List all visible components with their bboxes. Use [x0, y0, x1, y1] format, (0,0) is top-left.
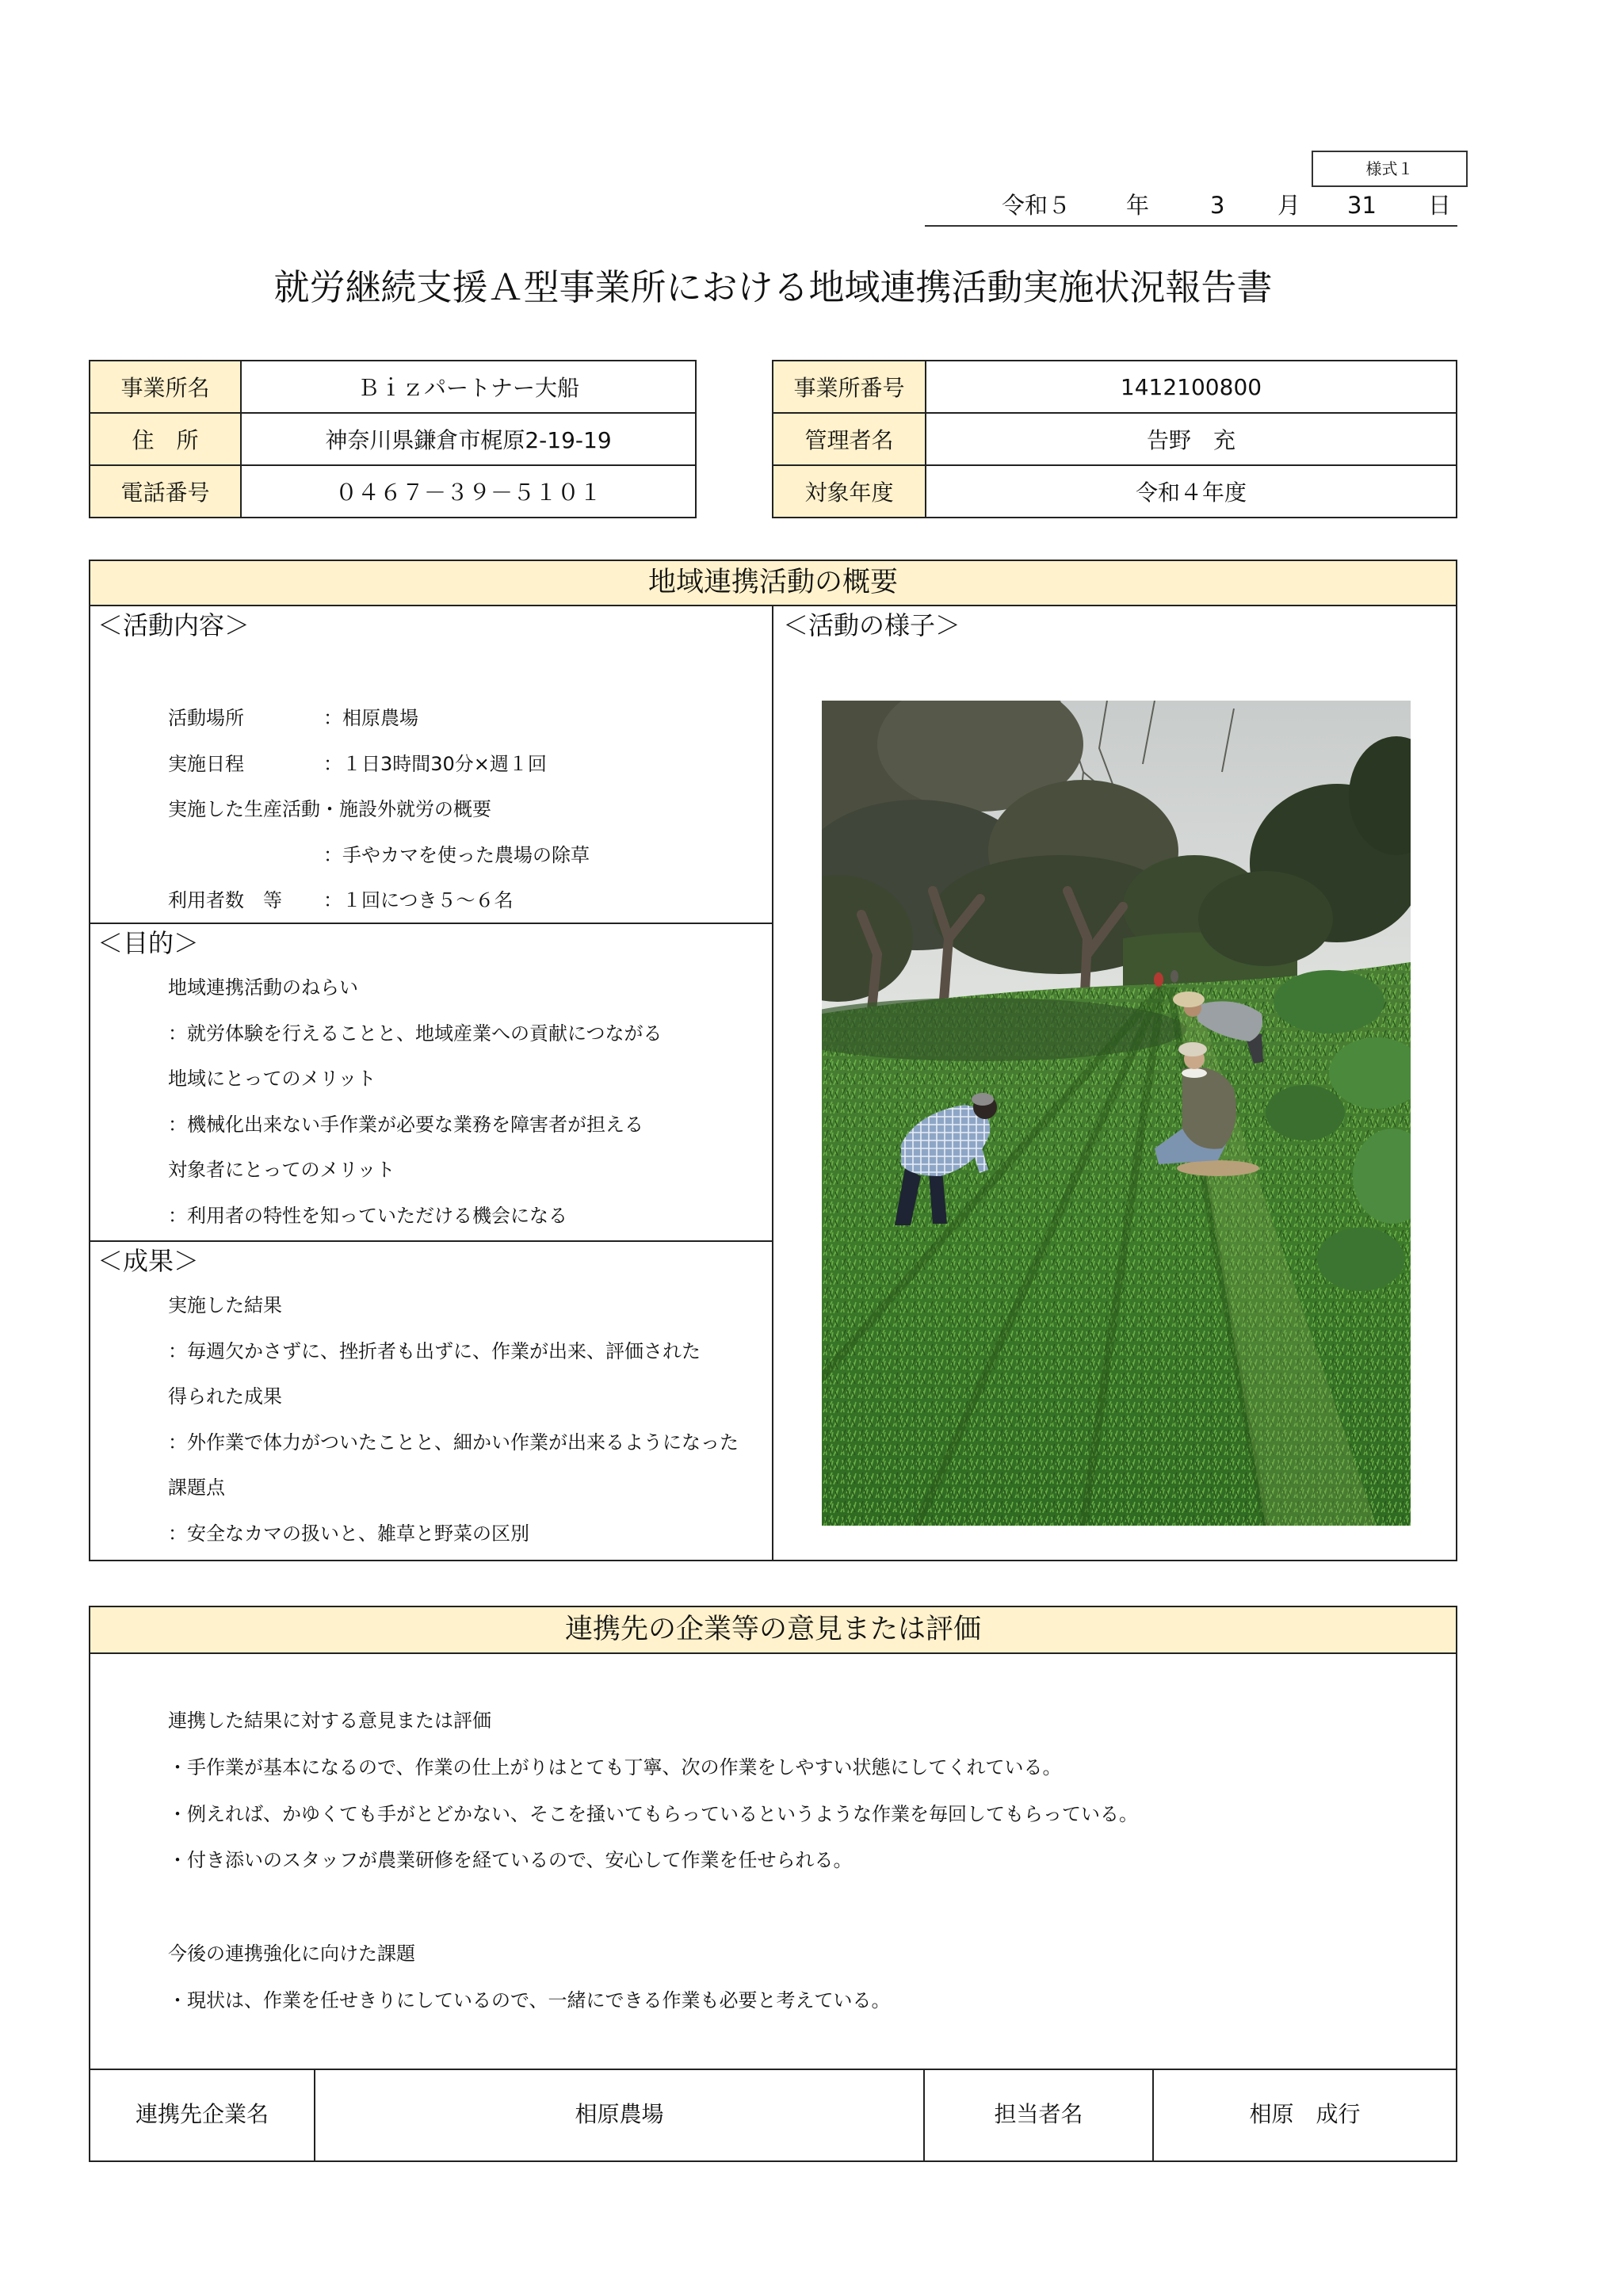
- office-name-label: 事業所名: [90, 361, 241, 413]
- phone-label: 電話番号: [90, 465, 241, 518]
- list-item: ：機械化出来ない手作業が必要な業務を障害者が担える: [168, 1113, 643, 1136]
- schedule-value: ：１日3時間30分×週１回: [323, 752, 547, 775]
- date-month-unit: 月: [1277, 192, 1301, 219]
- activity-content-heading: ＜活動内容＞: [97, 610, 250, 640]
- partner-info-row: [90, 2069, 1456, 2160]
- spacer: [168, 1884, 1456, 1931]
- activity-content-block: [90, 606, 772, 924]
- activity-place-value: ：相原農場: [323, 707, 418, 729]
- list-item: ：毎週欠かさずに、挫折者も出ずに、作業が出来、評価された: [168, 1339, 701, 1362]
- office-number-value: 1412100800: [926, 361, 1457, 413]
- list-item: ・例えれば、かゆくても手がとどかない、そこを掻いてもらっているというような作業を毎回してもらっている。: [168, 1802, 1138, 1825]
- evaluation-heading: 連携先の企業等の意見または評価: [90, 1607, 1456, 1654]
- office-name-value: Ｂｉｚパートナー大船: [241, 361, 696, 413]
- fiscal-year-label: 対象年度: [773, 465, 926, 518]
- table-row: [90, 465, 696, 518]
- list-item: 対象者にとってのメリット: [168, 1159, 395, 1182]
- work-summary-value: ：手やカマを使った農場の除草: [323, 843, 590, 866]
- evaluation-section: [89, 1606, 1457, 2162]
- list-item: [168, 833, 772, 879]
- page-title: 就労継続支援Ａ型事業所における地域連携活動実施状況報告書: [273, 266, 1273, 308]
- office-detail-table: [772, 360, 1457, 518]
- evaluation-body: [90, 1654, 1456, 2160]
- list-item: ・付き添いのスタッフが農業研修を経ているので、安心して作業を任せられる。: [168, 1849, 853, 1872]
- list-item: ・手作業が基本になるので、作業の仕上がりはとても丁寧、次の作業をしやすい状態にしてくれている。: [168, 1755, 1062, 1778]
- field: [822, 962, 1411, 1526]
- participants-label: 利用者数 等: [168, 889, 282, 912]
- work-summary-label: 実施した生産活動・施設外就労の概要: [168, 798, 491, 821]
- table-row: [773, 465, 1457, 518]
- activity-place-label: 活動場所: [168, 707, 244, 729]
- list-item: 得られた成果: [168, 1385, 282, 1408]
- date-day: 31: [1347, 192, 1377, 219]
- office-info-table: [89, 360, 697, 518]
- activity-photo: [822, 701, 1411, 1526]
- list-item: [168, 742, 772, 788]
- list-item: ：外作業で体力がついたことと、細かい作業が出来るようになった: [168, 1431, 739, 1454]
- table-row: [90, 413, 696, 465]
- activity-photo-heading: ＜活動の様子＞: [783, 610, 961, 640]
- list-item: ：安全なカマの扱いと、雑草と野菜の区別: [168, 1522, 529, 1545]
- fiscal-year-value: 令和４年度: [926, 465, 1457, 518]
- list-item: [168, 696, 772, 742]
- opinion-heading: 連携した結果に対する意見または評価: [168, 1710, 491, 1732]
- address-value: 神奈川県鎌倉市梶原2-19-19: [241, 413, 696, 465]
- date-month: 3: [1210, 192, 1225, 219]
- manager-label: 管理者名: [773, 413, 926, 465]
- address-label: 住 所: [90, 413, 241, 465]
- list-item: ：就労体験を行えることと、地域産業への貢献につながる: [168, 1022, 663, 1045]
- overview-section: [89, 560, 1457, 1561]
- date-year-unit: 年: [1126, 192, 1150, 219]
- form-number-label: 様式１: [1312, 151, 1468, 187]
- table-row: [773, 361, 1457, 413]
- partner-name-value: 相原農場: [315, 2070, 925, 2160]
- date-underline: [925, 225, 1457, 227]
- overview-heading: 地域連携活動の概要: [90, 561, 1456, 606]
- activity-content-list: [90, 696, 772, 924]
- partner-name-label: 連携先企業名: [90, 2070, 315, 2160]
- date-day-unit: 日: [1428, 192, 1452, 219]
- list-item: ・現状は、作業を任せきりにしているので、一緒にできる作業も必要と考えている。: [168, 1988, 891, 2011]
- overview-text-column: [90, 606, 773, 1560]
- office-number-label: 事業所番号: [773, 361, 926, 413]
- purpose-list: [90, 965, 772, 1240]
- participants-value: ：１回につき５～６名: [323, 889, 514, 912]
- table-row: [90, 361, 696, 413]
- purpose-block: [90, 924, 772, 1242]
- list-item: ：利用者の特性を知っていただける機会になる: [168, 1204, 567, 1227]
- list-item: 地域にとってのメリット: [168, 1068, 376, 1091]
- list-item: [168, 878, 772, 924]
- contact-person-label: 担当者名: [925, 2070, 1154, 2160]
- schedule-label: 実施日程: [168, 752, 244, 775]
- overview-body: [90, 606, 1456, 1560]
- evaluation-text: [90, 1654, 1456, 2024]
- list-item: 地域連携活動のねらい: [168, 976, 358, 999]
- results-heading: ＜成果＞: [97, 1246, 200, 1276]
- phone-value: ０４６７－３９－５１０１: [241, 465, 696, 518]
- list-item: [168, 787, 772, 833]
- results-block: [90, 1242, 772, 1560]
- manager-value: 告野 充: [926, 413, 1457, 465]
- results-list: [90, 1283, 772, 1557]
- issues-heading: 今後の連携強化に向けた課題: [168, 1942, 415, 1965]
- contact-person-value: 相原 成行: [1249, 2101, 1361, 2127]
- list-item: 課題点: [168, 1477, 225, 1499]
- date-era-year: 令和５: [1002, 192, 1071, 219]
- purpose-heading: ＜目的＞: [97, 928, 200, 958]
- table-row: [773, 413, 1457, 465]
- activity-photo-column: [772, 606, 1456, 1560]
- list-item: 実施した結果: [168, 1294, 282, 1316]
